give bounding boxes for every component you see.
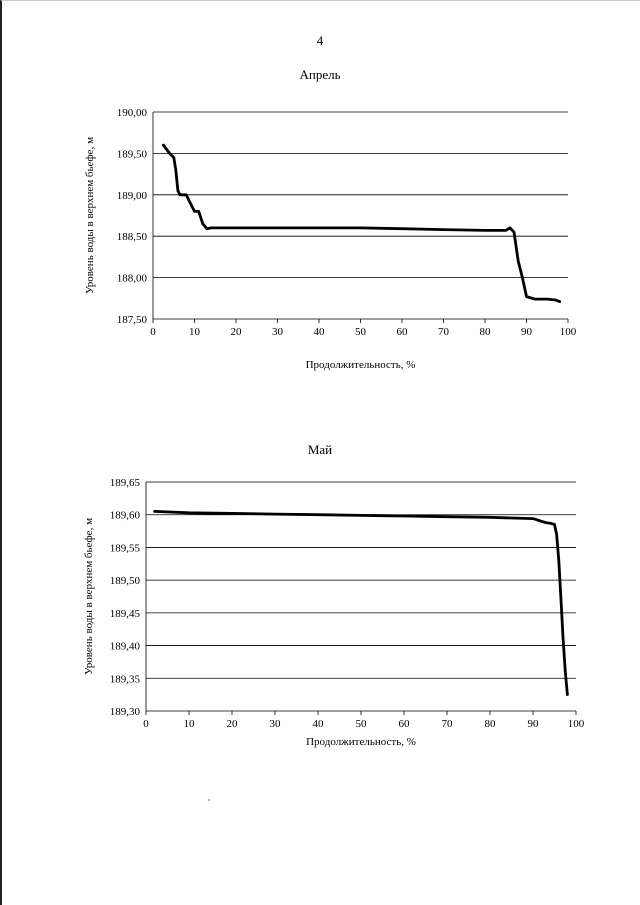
may-y-axis-label: Уровень воды в верхнем бьефе, м [83, 517, 95, 676]
chart-title-may: Май [307, 442, 333, 457]
april-y-tick-label: 190,00 [116, 107, 147, 119]
april-x-tick-label: 10 [189, 326, 200, 338]
page-number: 4 [316, 33, 324, 48]
april-y-tick-label: 187,50 [116, 314, 147, 326]
april-x-tick-label: 90 [521, 326, 532, 338]
april-x-tick-label: 40 [313, 326, 325, 338]
may-x-tick-label: 10 [183, 718, 195, 730]
april-x-tick-label: 70 [438, 326, 449, 338]
may-x-tick-label: 30 [269, 718, 281, 730]
may-x-tick-label: 50 [355, 718, 367, 730]
may-x-tick-label: 0 [143, 718, 149, 730]
may-x-tick-label: 40 [312, 718, 324, 730]
may-x-axis-label: Продолжительность, % [306, 736, 416, 748]
april-y-tick-label: 189,00 [116, 189, 147, 202]
april-y-tick-label: 188,00 [116, 272, 147, 285]
april-x-axis-label: Продолжительность, % [305, 359, 416, 371]
may-series-line [155, 511, 568, 694]
may-y-tick-label: 189,40 [109, 640, 140, 653]
april-x-tick-label: 60 [396, 326, 408, 338]
may-y-tick-label: 189,65 [109, 477, 140, 489]
may-x-tick-label: 100 [567, 718, 585, 730]
may-y-tick-label: 189,60 [109, 509, 140, 522]
scan-speck [208, 799, 210, 801]
april-x-tick-label: 20 [230, 326, 242, 338]
april-y-tick-label: 188,50 [116, 231, 147, 244]
may-x-tick-label: 70 [441, 718, 453, 730]
chart-title-april: Апрель [299, 67, 341, 82]
may-x-tick-label: 80 [484, 718, 496, 730]
may-y-tick-label: 189,30 [109, 706, 140, 718]
april-x-tick-label: 0 [150, 326, 156, 338]
may-x-tick-label: 60 [398, 718, 410, 730]
may-y-tick-label: 189,45 [109, 607, 140, 620]
may-y-tick-label: 189,55 [109, 542, 140, 555]
april-x-tick-label: 30 [272, 326, 283, 338]
april-y-tick-label: 189,50 [116, 148, 147, 161]
may-x-tick-label: 90 [527, 718, 539, 730]
may-y-tick-label: 189,50 [109, 575, 140, 588]
april-y-axis-label: Уровень воды в верхнем бьефе, м [84, 136, 96, 295]
april-x-tick-label: 100 [559, 326, 577, 338]
may-x-tick-label: 20 [226, 718, 238, 730]
april-x-tick-label: 80 [479, 326, 491, 338]
may-y-tick-label: 189,35 [109, 673, 140, 686]
april-x-tick-label: 50 [355, 326, 366, 338]
